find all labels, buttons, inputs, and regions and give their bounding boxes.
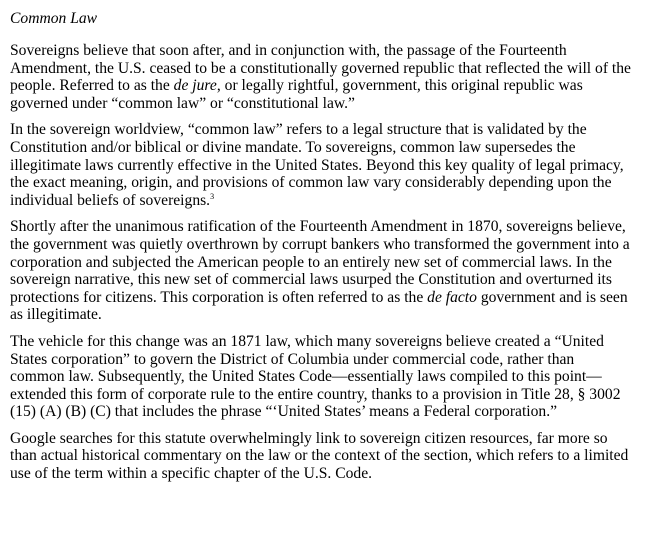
de-jure-term: de jure [173, 77, 217, 95]
paragraph-3-text-a: Shortly after the unanimous ratification of the Fourteenth Amendment in 1870, sovereigns believe, the government was quietly overthrown by corrupt bankers who transformed the government into a corporation and subjected the American people to an entirely new set of commercial laws. In the sovereign narrative, this new set of commercial laws usurped the Constitution and overturned its protections for citizens. This corporation is often referred to as the [10, 218, 630, 306]
paragraph-4 [10, 333, 631, 421]
section-heading: Common Law [10, 10, 98, 27]
paragraph-3-text-c: government and is seen as illegitimate. [10, 288, 628, 324]
paragraph-4-text: The vehicle for this change was an 1871 law, which many sovereigns believe created a “United States corporation” to govern the District of Columbia under commercial code, rather than common law. Subsequently, the United States Code—essentially laws compiled to this point—extended this form of corporate rule to the entire country, thanks to a provision in Title 28, § 3002 (15) (A) (B) (C) that includes the phrase “‘United States’ means a Federal corporation.” [10, 332, 621, 421]
paragraph-1 [10, 42, 631, 112]
paragraph-1-text-a: Sovereigns believe that soon after, and in conjunction with, the passage of the Fourteenth Amendment, the U.S. ceased to be a constitutionally governed republic that reflected the will of the people. Referred to as the [10, 42, 631, 95]
paragraph-2-text: In the sovereign worldview, “common law” refers to a legal structure that is validated by the Constitution and/or biblical or divine mandate. To sovereigns, common law supersedes the illegitimate laws currently effective in the United States. Beyond this key quality of legal primacy, the exact meaning, origin, and provisions of common law vary considerably depending upon the individual beliefs of sovereigns. [10, 121, 624, 209]
footnote-marker[interactable]: 3 [210, 191, 215, 201]
paragraph-1-text-c: , or legally rightful, government, this original republic was governed under “common law” or “constitutional law.” [10, 77, 583, 112]
paragraph-5 [10, 430, 631, 483]
paragraph-5-text: Google searches for this statute overwhelmingly link to sovereign citizen resources, far more so than actual historical commentary on the law or the context of the section, which refers to a limited use of the term within a specific chapter of the U.S. Code. [10, 429, 629, 483]
de-facto-term: de facto [427, 288, 477, 306]
paragraph-2 [10, 121, 631, 209]
paragraph-3 [10, 218, 631, 324]
